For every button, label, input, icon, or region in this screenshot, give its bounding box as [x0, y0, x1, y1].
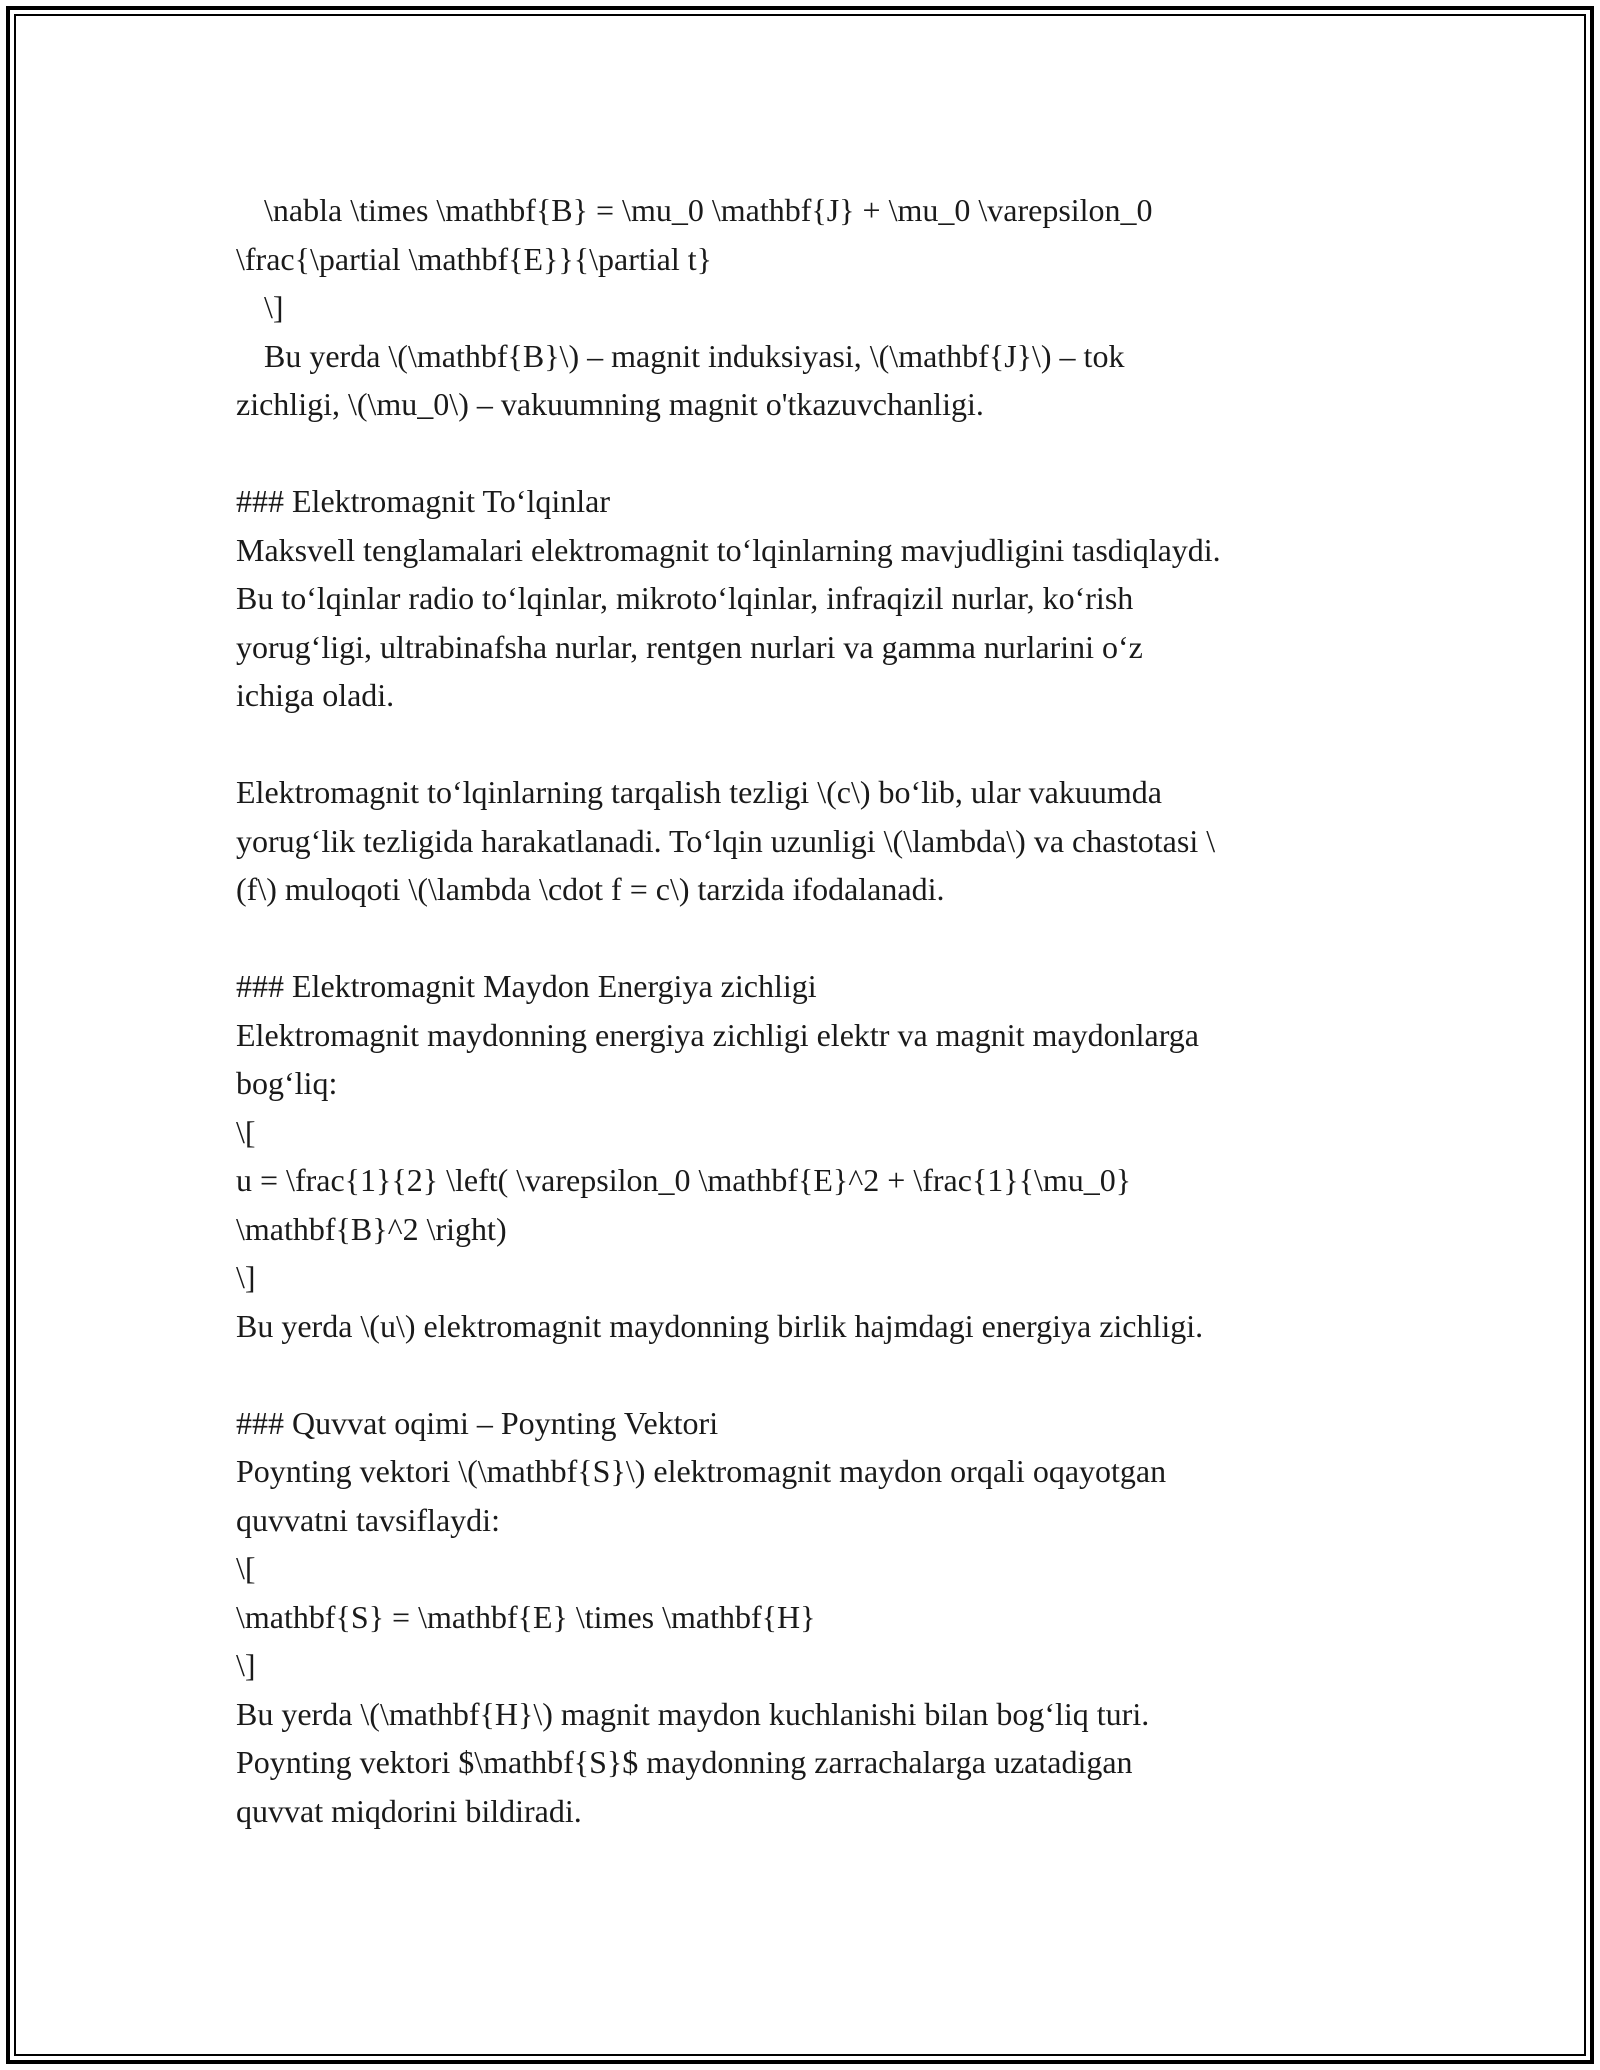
text-line: ichiga oladi.	[236, 677, 395, 713]
text-line: bog‘liq:	[236, 1065, 338, 1101]
text-line: Bu yerda \(\mathbf{H}\) magnit maydon kuchlanishi bilan bog‘liq turi.	[236, 1695, 1150, 1732]
blank-line	[236, 429, 1386, 478]
text-line: \[	[236, 1113, 256, 1150]
text-line: (f\) muloqoti \(\lambda \cdot f = c\) tarzida ifodalanadi.	[236, 871, 945, 907]
text-line: yorug‘lik tezligida harakatlanadi. To‘lqin uzunligi \(\lambda\) va chastotasi \	[236, 822, 1216, 859]
blank-line	[236, 720, 1386, 769]
text-line: Bu yerda \(\mathbf{B}\) – magnit induksiyasi, \(\mathbf{J}\) – tok	[264, 337, 1125, 374]
text-line: \]	[236, 1259, 256, 1295]
text-line: \]	[264, 289, 284, 325]
text-line: ### Elektromagnit To‘lqinlar	[236, 483, 610, 519]
text-line: Elektromagnit to‘lqinlarning tarqalish tezligi \(c\) bo‘lib, ular vakuumda	[236, 774, 1162, 810]
text-line: quvvatni tavsiflaydi:	[236, 1501, 500, 1538]
text-line: Bu yerda \(u\) elektromagnit maydonning birlik hajmdagi energiya zichligi.	[236, 1307, 1204, 1344]
text-line: Elektromagnit maydonning energiya zichligi elektr va magnit maydonlarga	[236, 1016, 1199, 1053]
text-line: \frac{\partial \mathbf{E}}{\partial t}	[236, 240, 712, 277]
text-line: Poynting vektori \(\mathbf{S}\) elektromagnit maydon orqali oqayotgan	[236, 1453, 1167, 1489]
blank-line	[236, 914, 1386, 963]
text-line: \mathbf{S} = \mathbf{E} \times \mathbf{H}	[236, 1598, 816, 1635]
text-line: \mathbf{B}^2 \right)	[236, 1210, 507, 1247]
blank-line	[236, 1350, 1386, 1399]
text-line: Poynting vektori $\mathbf{S}$ maydonning zarrachalarga uzatadigan	[236, 1744, 1133, 1780]
text-line: Bu to‘lqinlar radio to‘lqinlar, mikroto‘lqinlar, infraqizil nurlar, ko‘rish	[236, 580, 1134, 616]
text-line: zichligi, \(\mu_0\) – vakuumning magnit o'tkazuvchanligi.	[236, 386, 984, 422]
text-line: \]	[236, 1647, 256, 1683]
text-line: u = \frac{1}{2} \left( \varepsilon_0 \mathbf{E}^2 + \frac{1}{\mu_0}	[236, 1162, 1132, 1198]
text-line: yorug‘ligi, ultrabinafsha nurlar, rentgen nurlari va gamma nurlarini o‘z	[236, 628, 1143, 665]
text-line: ### Quvvat oqimi – Poynting Vektori	[236, 1404, 719, 1441]
text-line: Maksvell tenglamalari elektromagnit to‘lqinlarning mavjudligini tasdiqlaydi.	[236, 531, 1221, 568]
text-line: \[	[236, 1550, 256, 1586]
text-line: \nabla \times \mathbf{B} = \mu_0 \mathbf{J} + \mu_0 \varepsilon_0	[264, 192, 1153, 228]
text-line: quvvat miqdorini bildiradi.	[236, 1792, 582, 1829]
document-body	[236, 186, 1386, 1835]
text-line: ### Elektromagnit Maydon Energiya zichligi	[236, 968, 817, 1004]
